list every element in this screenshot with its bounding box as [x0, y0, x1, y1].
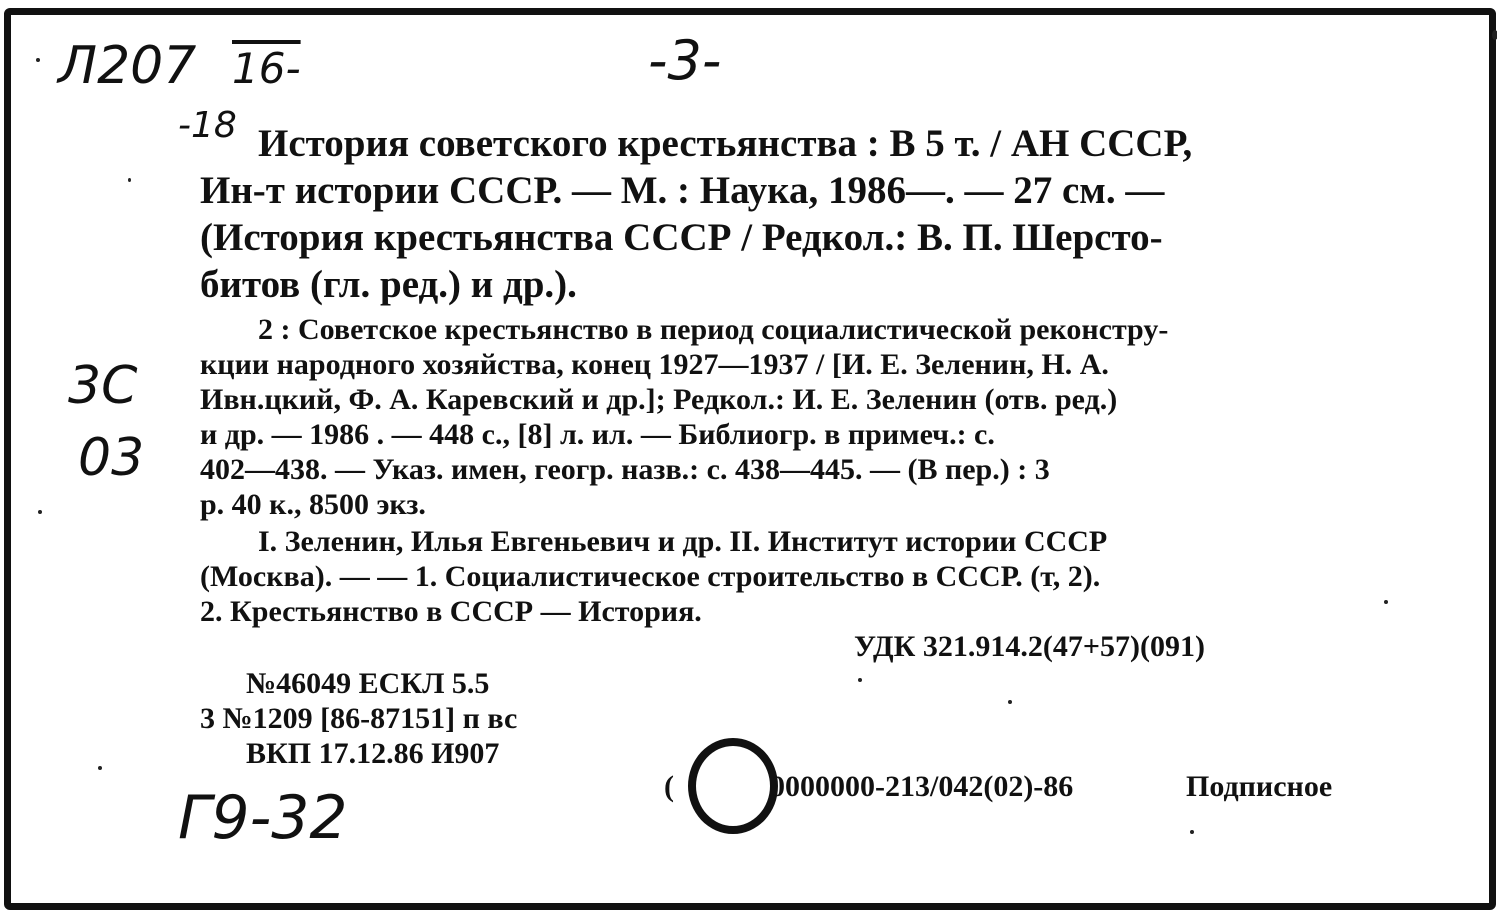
tracing-line: I. Зеленин, Илья Евгеньевич и др. II. Институт истории СССР [258, 525, 1108, 558]
stamped-circle [688, 738, 778, 834]
title-line: История советского крестьянства : В 5 т. / АН СССР, [258, 122, 1193, 165]
catalog-code-line: ВКП 17.12.86 И907 [246, 737, 500, 770]
volume-line: и др. — 1986 . — 448 с., [8] л. ил. — Библиогр. в примеч.: с. [200, 418, 995, 451]
handwritten-fraction-top: 16- [232, 44, 301, 93]
handwritten-bottom-note: Г9-32 [178, 783, 348, 853]
udc-code: УДК 321.914.2(47+57)(091) [854, 630, 1205, 663]
title-line: (История крестьянства СССР / Редкол.: В. П. Шерсто- [200, 216, 1163, 259]
title-line: Ин-т истории СССР. — М. : Наука, 1986—. — 27 см. — [200, 169, 1165, 212]
tracings [200, 524, 1107, 629]
scan-speck [38, 510, 42, 514]
scan-speck [128, 178, 131, 182]
catalog-code-line: №46049 ЕСКЛ 5.5 [246, 667, 490, 700]
volume-line: 2 : Советское крестьянство в период социалистической реконстру- [258, 313, 1169, 346]
scan-speck [1384, 600, 1388, 604]
title-block [200, 120, 1192, 308]
paren-open: ( [664, 770, 674, 803]
handwritten-margin-note-2: 03 [78, 428, 145, 488]
handwritten-fraction-bottom: -18 [178, 105, 237, 146]
catalog-code-line: 3 №1209 [86-87151] п вс [200, 702, 518, 735]
scan-speck [1190, 830, 1194, 834]
handwritten-page-number: -3- [648, 29, 722, 92]
volume-line: кции народного хозяйства, конец 1927—1937 / [И. Е. Зеленин, Н. А. [200, 348, 1109, 381]
volume-line: р. 40 к., 8500 экз. [200, 488, 426, 521]
tracing-line: (Москва). — — 1. Социалистическое строительство в СССР. (т, 2). [200, 560, 1101, 593]
catalog-codes [200, 666, 517, 771]
scan-speck [858, 678, 862, 682]
volume-line: Ивн.цкий, Ф. А. Каревский и др.]; Редкол.: И. Е. Зеленин (отв. ред.) [200, 383, 1118, 416]
index-code: 0000000-213/042(02)-86 [770, 770, 1074, 803]
scan-speck [1008, 700, 1012, 704]
scan-speck [1492, 30, 1497, 40]
scan-speck [36, 58, 40, 62]
volume-description [200, 312, 1168, 522]
volume-line: 402—438. — Указ. имен, геогр. назв.: с. 438—445. — (В пер.) : 3 [200, 453, 1050, 486]
handwritten-margin-note-1: 3С [68, 356, 138, 416]
scan-speck [98, 766, 102, 770]
title-line: битов (гл. ред.) и др.). [200, 263, 577, 306]
tracing-line: 2. Крестьянство в СССР — История. [200, 595, 702, 628]
subscription-label: Подписное [1186, 770, 1333, 803]
handwritten-shelf-mark: Л207 [58, 36, 197, 96]
